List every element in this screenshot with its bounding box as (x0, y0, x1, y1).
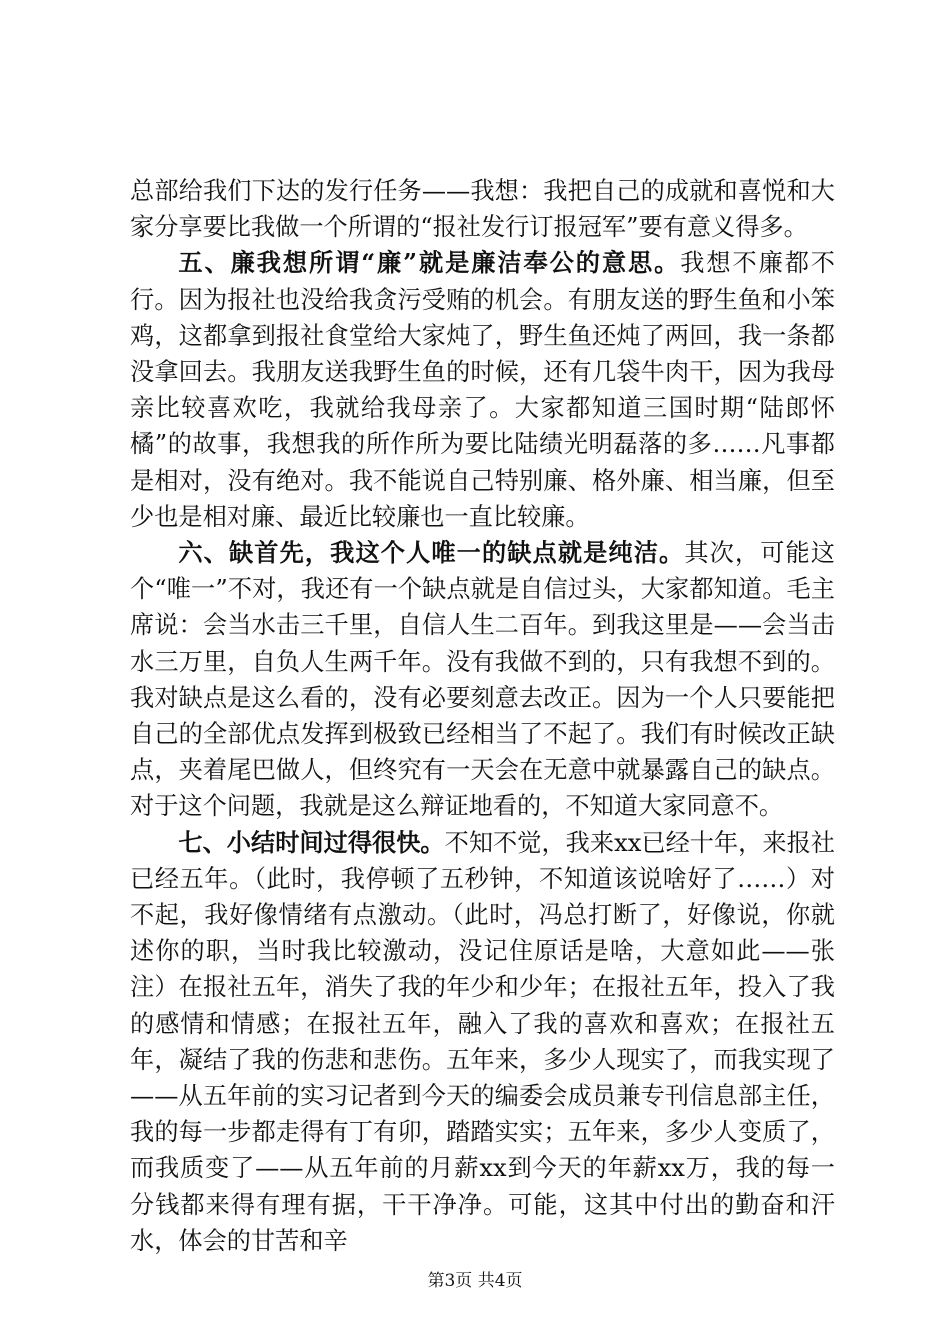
section-heading: 七、小结时间过得很快。 (178, 827, 445, 857)
paragraph-section-6 (130, 535, 835, 825)
document-body (130, 173, 835, 1259)
paragraph-section-7 (130, 825, 835, 1259)
page-footer: 第3页 共4页 (427, 1271, 523, 1291)
paragraph-text: 我想不廉都不行。因为报社也没给我贪污受贿的机会。有朋友送的野生鱼和小笨鸡，这都拿到报社食堂给大家炖了，野生鱼还炖了两回，我一条都没拿回去。我朋友送我野生鱼的时候，还有几袋牛肉干，因为我母亲比较喜欢吃，我就给我母亲了。大家都知道三国时期“陆郎怀橘”的故事，我想我的所作所为要比陆绩光明磊落的多……凡事都是相对，没有绝对。我不能说自己特别廉、格外廉、相当廉，但至少也是相对廉、最近比较廉也一直比较廉。 (130, 249, 835, 531)
section-heading: 六、缺首先，我这个人唯一的缺点就是纯洁。 (178, 538, 685, 568)
paragraph-section-5 (130, 245, 835, 535)
paragraph-text: 其次，可能这个“唯一”不对，我还有一个缺点就是自信过头，大家都知道。毛主席说：会当水击三千里，自信人生二百年。到我这里是——会当击水三万里，自负人生两千年。没有我做不到的，只有我想不到的。我对缺点是这么看的，没有必要刻意去改正。因为一个人只要能把自己的全部优点发挥到极致已经相当了不起了。我们有时候改正缺点，夹着尾巴做人，但终究有一天会在无意中就暴露自己的缺点。对于这个问题，我就是这么辩证地看的，不知道大家同意不。 (130, 539, 835, 821)
paragraph-text: 总部给我们下达的发行任务——我想：我把自己的成就和喜悦和大家分享要比我做一个所谓的“报社发行订报冠军”要有意义得多。 (130, 177, 835, 242)
section-heading: 五、廉我想所谓“廉”就是廉洁奉公的意思。 (178, 248, 681, 278)
paragraph-continuation (130, 173, 835, 245)
paragraph-text: 不知不觉，我来xx已经十年，来报社已经五年。（此时，我停顿了五秒钟，不知道该说啥好了……）对不起，我好像情绪有点激动。（此时，冯总打断了，好像说，你就述你的职，当时我比较激动，没记住原话是啥，大意如此——张注）在报社五年，消失了我的年少和少年；在报社五年，投入了我的感情和情感；在报社五年，融入了我的喜欢和喜欢；在报社五年，凝结了我的伤悲和悲伤。五年来，多少人现实了，而我实现了——从五年前的实习记者到今天的编委会成员兼专刊信息部主任，我的每一步都走得有丁有卯，踏踏实实；五年来，多少人变质了，而我质变了——从五年前的月薪xx到今天的年薪xx万，我的每一分钱都来得有理有据，干干净净。可能，这其中付出的勤奋和汗水，体会的甘苦和辛 (130, 828, 835, 1255)
